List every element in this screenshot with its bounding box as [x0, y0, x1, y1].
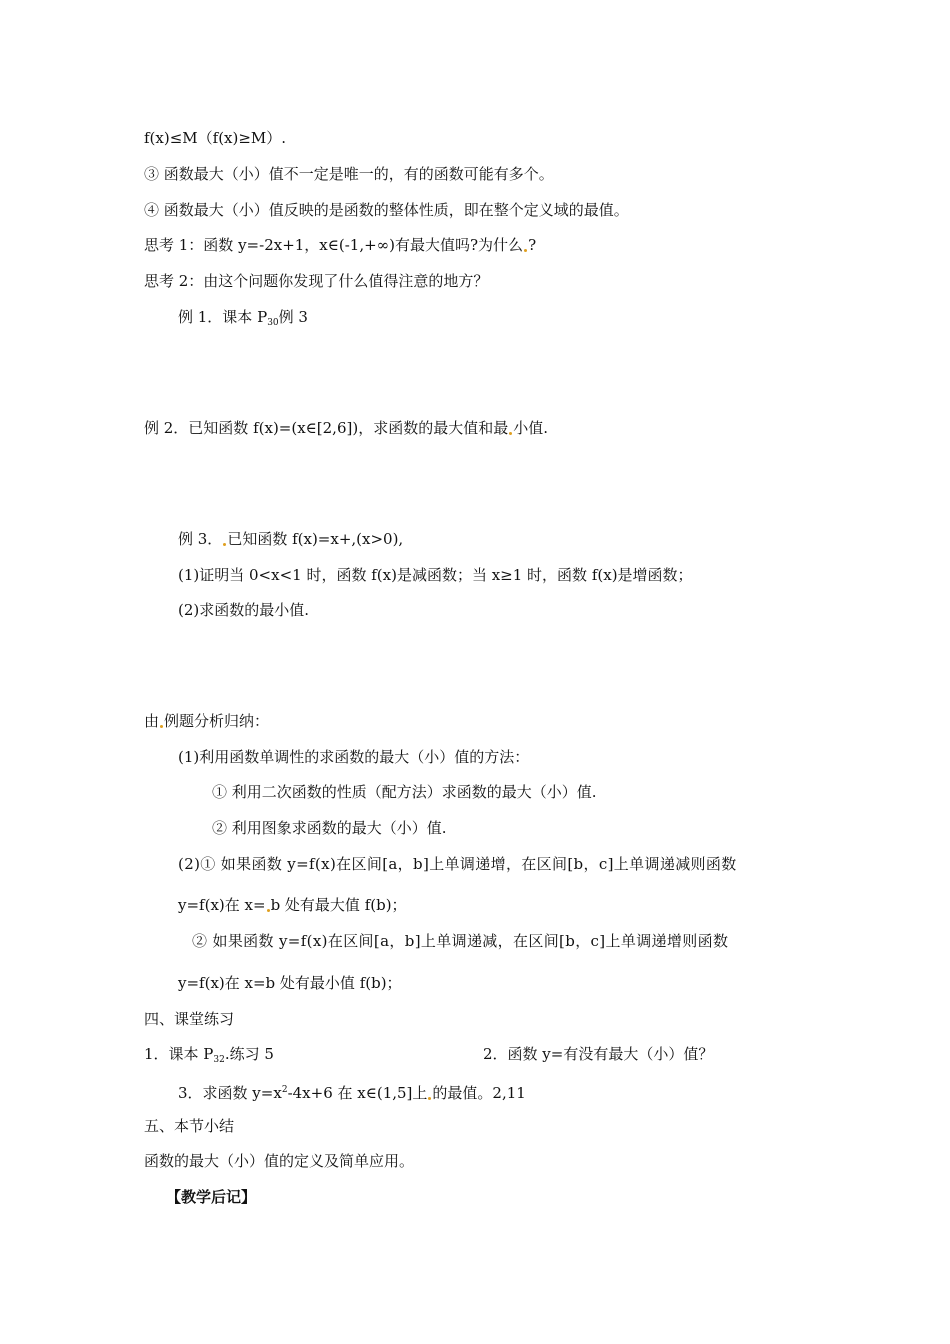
text: (1)利用函数单调性的求函数的最大（小）值的方法： — [178, 748, 530, 766]
text: 1．课本 P — [144, 1045, 214, 1063]
text: -4x+6 在 x∈(1,5]上 — [287, 1084, 428, 1102]
text: (2)① 如果函数 y=f(x)在区间[a，b]上单调递增，在区间[b，c]上单调递减则函数 — [178, 855, 737, 873]
practice-2 — [483, 1044, 713, 1064]
text-line — [212, 782, 597, 802]
text-line — [178, 854, 737, 874]
text: 2．函数 y=有没有最大（小）值？ — [483, 1045, 714, 1063]
text-line — [178, 747, 529, 767]
text: b 处有最大值 f(b)； — [270, 896, 407, 914]
text-line — [144, 1151, 414, 1171]
text: y=f(x)在 x= — [178, 896, 266, 914]
text: 例 3． — [178, 530, 223, 548]
text: f(x)≤M（f(x)≥M）. — [144, 129, 287, 147]
section-heading — [144, 1009, 234, 1029]
text: 的最值。2,11 — [432, 1084, 526, 1102]
text: 由 — [144, 712, 160, 730]
think-question-1 — [144, 235, 536, 255]
text-line — [212, 818, 447, 838]
text: .练习 5 — [224, 1045, 274, 1063]
example-3 — [178, 529, 403, 549]
mark-dot — [267, 909, 270, 912]
example-2 — [144, 418, 548, 438]
text-line — [192, 931, 728, 951]
practice-3 — [178, 1080, 526, 1103]
summary-heading — [144, 711, 269, 731]
text: 已知函数 f(x)=x+,(x>0), — [227, 530, 404, 548]
text: 【教学后记】 — [166, 1188, 257, 1206]
mark-dot — [160, 725, 163, 728]
text: ① 利用二次函数的性质（配方法）求函数的最大（小）值. — [212, 783, 597, 801]
text: (2)求函数的最小值. — [178, 601, 310, 619]
text: ② 如果函数 y=f(x)在区间[a，b]上单调递减，在区间[b，c]上单调递增则函数 — [192, 932, 729, 950]
subscript: 30 — [267, 318, 279, 328]
text-line — [144, 164, 554, 184]
text: 小值. — [513, 419, 548, 437]
mark-dot — [223, 543, 226, 546]
text-line — [144, 200, 629, 220]
text-line — [144, 128, 286, 148]
text: 五、本节小结 — [144, 1117, 235, 1135]
think-question-2 — [144, 271, 488, 291]
teaching-notes-heading — [166, 1187, 256, 1207]
text: 思考 1：函数 y=-2x+1，x∈(-1,+∞)有最大值吗?为什么 — [144, 236, 524, 254]
subscript: 32 — [213, 1055, 225, 1065]
text: 函数的最大（小）值的定义及简单应用。 — [144, 1152, 415, 1170]
superscript: 2 — [281, 1085, 288, 1095]
text-line — [178, 600, 309, 620]
practice-1 — [144, 1044, 274, 1070]
text: 例 1．课本 P — [178, 308, 268, 326]
mark-dot — [524, 249, 527, 252]
text: 四、课堂练习 — [144, 1010, 235, 1028]
section-heading — [144, 1116, 234, 1136]
text-line — [178, 973, 402, 993]
mark-dot — [428, 1097, 431, 1100]
text: 例题分析归纳： — [164, 712, 270, 730]
text: 3．求函数 y=x — [178, 1084, 282, 1102]
example-1 — [178, 307, 308, 333]
text: ③ 函数最大（小）值不一定是唯一的，有的函数可能有多个。 — [144, 165, 554, 183]
text: 思考 2：由这个问题你发现了什么值得注意的地方？ — [144, 272, 489, 290]
text: ② 利用图象求函数的最大（小）值. — [212, 819, 447, 837]
text: (1)证明当 0<x<1 时，函数 f(x)是减函数；当 x≥1 时，函数 f(x)是增函数； — [178, 566, 693, 584]
text: y=f(x)在 x=b 处有最小值 f(b)； — [178, 974, 402, 992]
text: ? — [528, 236, 537, 254]
mark-dot — [509, 432, 512, 435]
text: 例 3 — [278, 308, 308, 326]
text-line — [178, 565, 693, 585]
text-line — [178, 895, 407, 915]
text: 例 2．已知函数 f(x)=(x∈[2,6])，求函数的最大值和最 — [144, 419, 509, 437]
text: ④ 函数最大（小）值反映的是函数的整体性质，即在整个定义域的最值。 — [144, 201, 629, 219]
